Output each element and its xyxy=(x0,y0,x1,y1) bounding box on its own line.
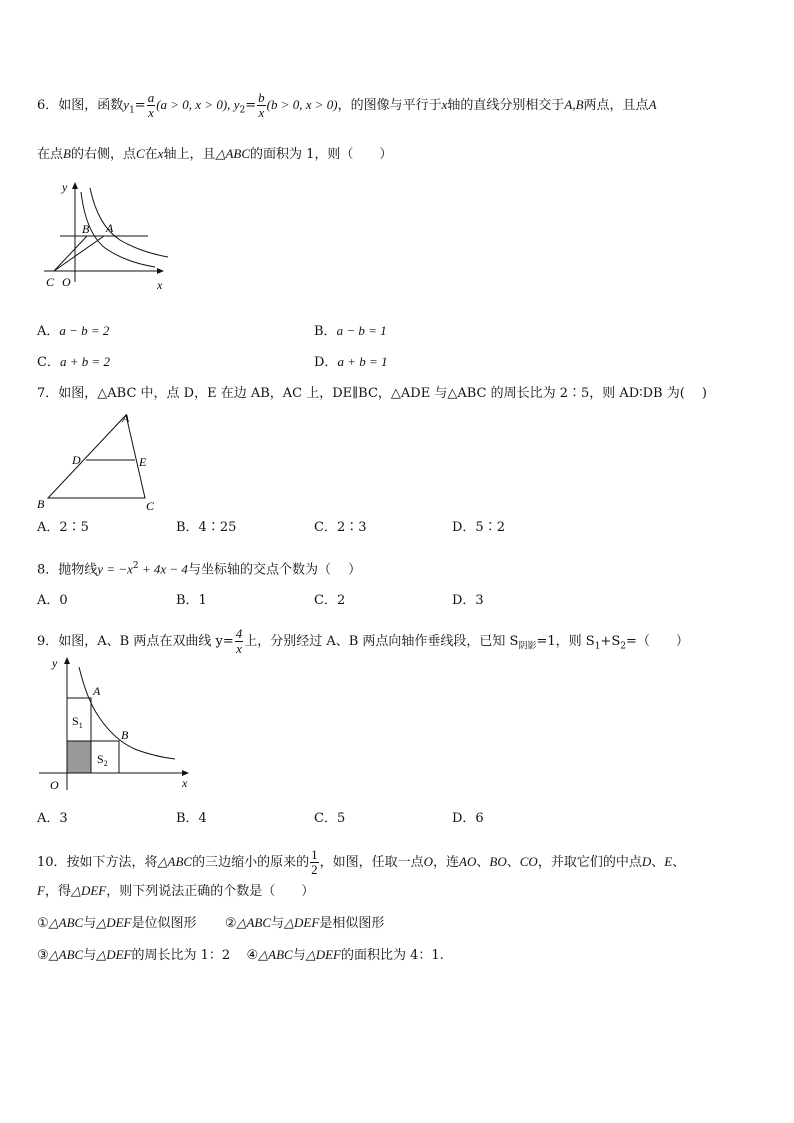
q7-label-c: C xyxy=(146,499,155,513)
q6-label-x: x xyxy=(157,278,163,292)
q9-shaded-region xyxy=(67,741,91,773)
q6-y-arrow xyxy=(72,182,78,189)
q6-curve-a xyxy=(90,188,168,257)
q9-option-d[interactable]: D．6 xyxy=(452,811,484,826)
q6-frac-b: $\frac{b}{x}$ xyxy=(258,90,265,120)
q9-label-o: O xyxy=(50,778,59,792)
q6-label-o: O xyxy=(62,275,71,289)
q9-label-s1: $S_1$ xyxy=(72,714,83,730)
q6-label-b: B xyxy=(82,222,90,236)
q10-statements-3-4: ③△ABC与△DEF的周长比为 1：2 ④△ABC与△DEF的面积比为 4：1. xyxy=(37,947,444,963)
q9-label-a: A xyxy=(93,684,101,698)
q9-hyperbola xyxy=(79,667,175,759)
q9-figure xyxy=(37,655,197,795)
q7-label-d: D xyxy=(72,453,81,467)
q9-question: 9．如图，A、B 两点在双曲线 y= $\frac{4}{x}$ 上，分别经过 A、B 两点向轴作垂线段，已知 $S_{阴影}=1$，则 $S_1+S_2=$（ ） xyxy=(37,626,689,656)
q8-option-a[interactable]: A．0 xyxy=(37,593,68,608)
q6-segment-ca xyxy=(54,236,104,271)
q6-line1: 6．如图，函数$y_1=$ $\frac{a}{x}$ (a > 0, x > 0), $y_2=$ $\frac{b}{x}$ (b > 0, x > 0)，的图像与平行于x轴的直线分别相交于A,B两点，且点A xyxy=(37,90,657,120)
q9-y-arrow xyxy=(64,657,70,664)
q8-option-d[interactable]: D．3 xyxy=(452,593,484,608)
q6-label-a: A xyxy=(106,221,114,235)
q6-line2: 在点B的右侧，点C在x轴上，且△ABC的面积为 1，则（ ） xyxy=(37,146,393,162)
q7-triangle-abc xyxy=(48,415,145,498)
q6-x-arrow xyxy=(157,268,164,274)
q10-line1: 10．按如下方法，将△ABC的三边缩小的原来的 $\frac{1}{2}$ ，如图，任取一点O，连AO、BO、CO，并取它们的中点D、E、 xyxy=(37,847,686,877)
q6-option-c[interactable]: C．a + b = 2 xyxy=(37,354,110,370)
q7-label-b: B xyxy=(37,497,45,511)
q9-label-b: B xyxy=(121,728,129,742)
q9-option-c[interactable]: C．5 xyxy=(314,811,346,826)
q6-label-y: y xyxy=(62,180,68,194)
q7-option-c[interactable]: C．2∶3 xyxy=(314,520,367,535)
q6-figure xyxy=(40,178,175,293)
q6-segment-cb xyxy=(54,236,87,271)
q9-label-x: x xyxy=(182,776,188,790)
q6-label-c: C xyxy=(46,275,55,289)
q9-option-b[interactable]: B．4 xyxy=(176,811,207,826)
q7-option-a[interactable]: A．2∶5 xyxy=(37,520,89,535)
q6-curve-b xyxy=(81,192,155,267)
q7-label-a: A xyxy=(122,411,130,425)
q6-option-d[interactable]: D．a + b = 1 xyxy=(314,354,388,370)
q8-option-b[interactable]: B．1 xyxy=(176,593,207,608)
q10-line2: F，得△DEF，则下列说法正确的个数是（ ） xyxy=(37,883,315,899)
q6-option-b[interactable]: B．a − b = 1 xyxy=(314,323,387,339)
q10-frac: $\frac{1}{2}$ xyxy=(311,847,318,877)
q6-frac-a: $\frac{a}{x}$ xyxy=(147,90,155,120)
q7-option-d[interactable]: D．5∶2 xyxy=(452,520,505,535)
q9-option-a[interactable]: A．3 xyxy=(37,811,68,826)
q9-label-y: y xyxy=(52,656,58,670)
q7-question: 7．如图，△ABC 中，点 D，E 在边 AB，AC 上，DE∥BC，△ADE 与△ABC 的周长比为 2∶5，则 AD∶DB 为( ) xyxy=(37,386,707,401)
q9-frac: $\frac{4}{x}$ xyxy=(235,626,243,656)
q7-option-b[interactable]: B．4∶25 xyxy=(176,520,237,535)
q10-statements-1-2: ①△ABC与△DEF是位似图形 ②△ABC与△DEF是相似图形 xyxy=(37,915,385,931)
q8-question: 8．抛物线$y = -x^2 + 4x - 4$与坐标轴的交点个数为（ ） xyxy=(37,561,362,578)
q9-label-s2: $S_2$ xyxy=(97,752,108,768)
q7-figure xyxy=(35,410,165,514)
q7-label-e: E xyxy=(139,455,147,469)
q8-option-c[interactable]: C．2 xyxy=(314,593,346,608)
q6-option-a[interactable]: A．a − b = 2 xyxy=(37,323,110,339)
